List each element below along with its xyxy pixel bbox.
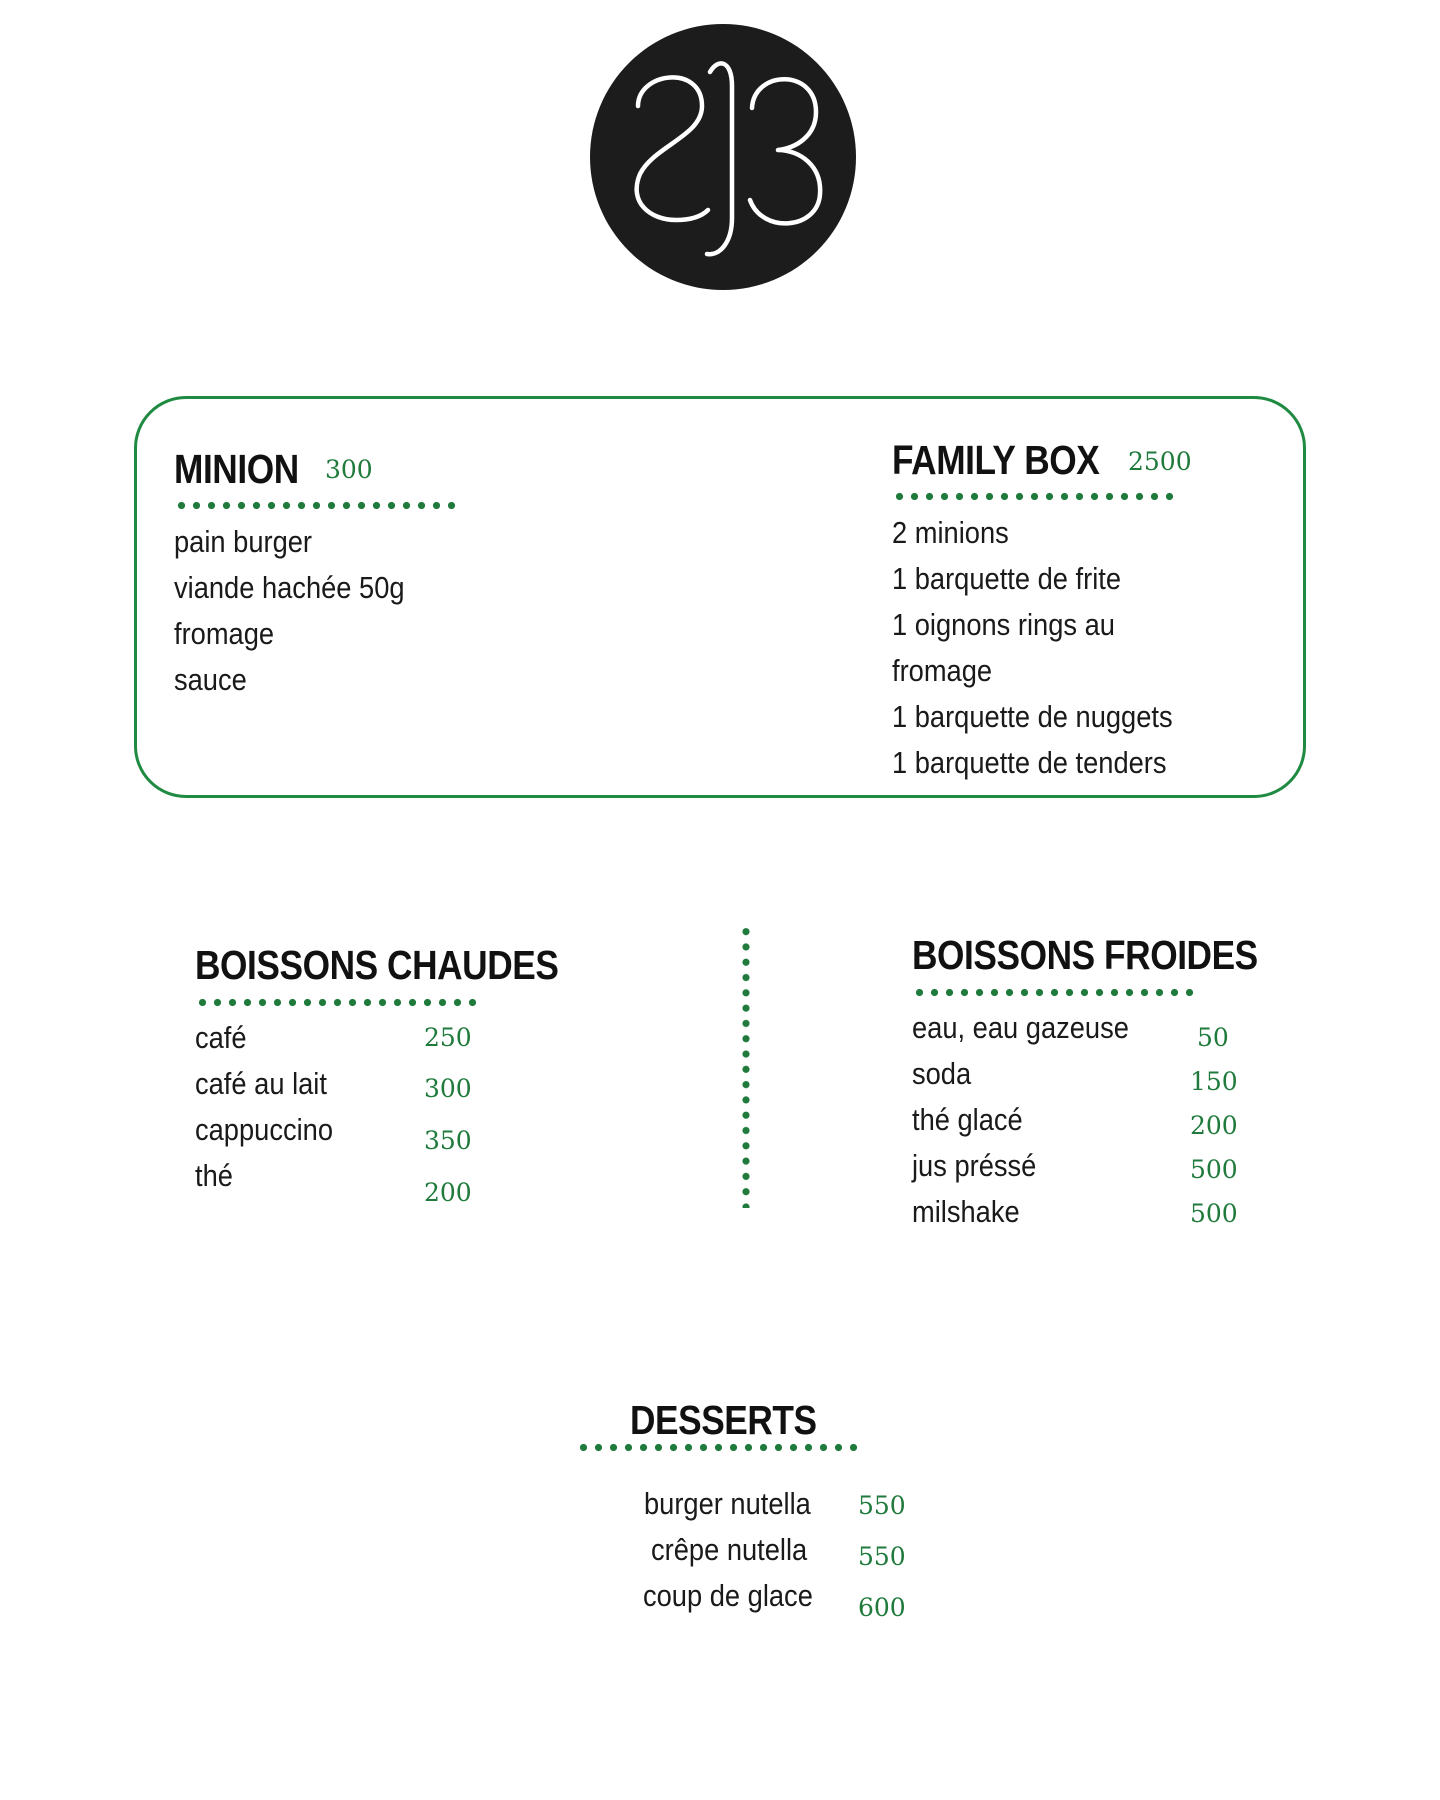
family-box-item: 1 barquette de frite xyxy=(892,561,1122,596)
hot-drink-price: 300 xyxy=(424,1074,472,1103)
dessert-price: 550 xyxy=(858,1491,906,1520)
family-box-price: 2500 xyxy=(1128,447,1192,476)
circle-logo-icon xyxy=(590,24,856,290)
cold-drink-price: 500 xyxy=(1190,1199,1238,1228)
family-box-item: 1 barquette de nuggets xyxy=(892,699,1173,734)
cold-drink-name: soda xyxy=(912,1056,972,1091)
desserts-divider xyxy=(576,1443,861,1452)
family-box-item: 1 barquette de tenders xyxy=(892,745,1167,780)
hot-drink-price: 350 xyxy=(424,1126,472,1155)
cold-drink-name: thé glacé xyxy=(912,1102,1023,1137)
hot-drink-name: café au lait xyxy=(195,1066,327,1101)
vertical-divider xyxy=(741,924,751,1208)
cold-drink-name: eau, eau gazeuse xyxy=(912,1010,1129,1045)
cold-drinks-divider xyxy=(912,988,1197,997)
family-box-item: fromage xyxy=(892,653,993,688)
brand-logo xyxy=(590,24,856,290)
cold-drink-price: 200 xyxy=(1190,1111,1238,1140)
minion-title: MINION xyxy=(174,446,299,492)
hot-drinks-title: BOISSONS CHAUDES xyxy=(195,942,559,988)
dessert-name: coup de glace xyxy=(643,1578,813,1613)
dessert-price: 550 xyxy=(858,1542,906,1571)
dessert-price: 600 xyxy=(858,1593,906,1622)
hot-drinks-divider xyxy=(195,998,480,1007)
hot-drink-name: thé xyxy=(195,1158,233,1193)
family-box-divider xyxy=(892,492,1177,501)
minion-item: viande hachée 50g xyxy=(174,570,405,605)
cold-drink-price: 50 xyxy=(1197,1023,1229,1052)
desserts-title: DESSERTS xyxy=(630,1397,817,1443)
cold-drinks-title: BOISSONS FROIDES xyxy=(912,932,1258,978)
cold-drink-name: jus préssé xyxy=(912,1148,1037,1183)
hot-drink-name: cappuccino xyxy=(195,1112,334,1147)
family-box-item: 1 oignons rings au xyxy=(892,607,1115,642)
minion-item: pain burger xyxy=(174,524,313,559)
family-box-title: FAMILY BOX xyxy=(892,437,1100,483)
cold-drink-name: milshake xyxy=(912,1194,1020,1229)
hot-drink-name: café xyxy=(195,1020,247,1055)
dessert-name: burger nutella xyxy=(644,1486,811,1521)
minion-item: sauce xyxy=(174,662,247,697)
minion-item: fromage xyxy=(174,616,275,651)
hot-drink-price: 200 xyxy=(424,1178,472,1207)
hot-drink-price: 250 xyxy=(424,1023,472,1052)
minion-price: 300 xyxy=(325,455,373,484)
cold-drink-price: 150 xyxy=(1190,1067,1238,1096)
dessert-name: crêpe nutella xyxy=(651,1532,808,1567)
cold-drink-price: 500 xyxy=(1190,1155,1238,1184)
minion-divider xyxy=(174,501,459,510)
family-box-item: 2 minions xyxy=(892,515,1009,550)
